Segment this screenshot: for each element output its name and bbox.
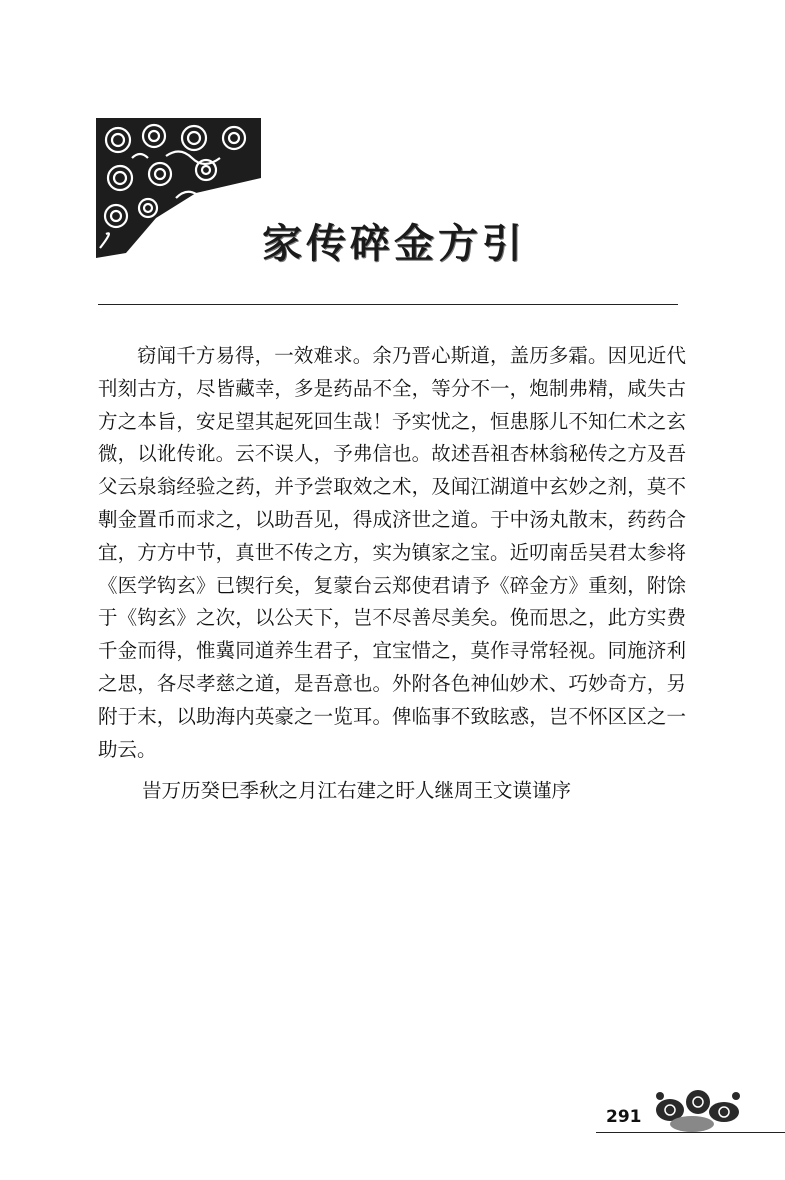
page-number: 291 <box>606 1107 642 1127</box>
preface-paragraph: 窃闻千方易得，一效难求。余乃晋心斯道，盖历多霜。因见近代刊刻古方，尽皆藏幸，多是药品不全，等分不一，炮制弗精，咸失古方之本旨，安足望其起死回生哉！予实忧之，恒患豚儿不知仁术之玄微，以讹传讹。云不误人，予弗信也。故述吾祖杏林翁秘传之方及吾父云泉翁经验之药，并予尝取效之术，及闻江湖道中玄妙之剂，莫不剸金置币而求之，以助吾见，得成济世之道。于中汤丸散末，药药合宜，方方中节，真世不传之方，实为镇家之宝。近叨南岳吴君太参将《医学钩玄》已锲行矣，复蒙台云郑使君请予《碎金方》重刻，附馀于《钩玄》之次，以公天下，岂不尽善尽美矣。俛而思之，此方实费千金而得，惟冀同道养生君子，宜宝惜之，莫作寻常轻视。同施济利之思，各尽孝慈之道，是吾意也。外附各色神仙妙术、巧妙奇方，另附于末，以助海内英豪之一览耳。俾临事不致眩惑，岂不怀区区之一助云。 <box>98 344 686 761</box>
page-title: 家传碎金方引 <box>262 220 526 267</box>
header-divider <box>98 304 678 305</box>
cloud-scroll-ornament-icon <box>96 118 261 258</box>
body-text <box>98 340 686 766</box>
preface-signature: 旹万历癸巳季秋之月江右建之盱人继周王文谟谨序 <box>142 779 572 802</box>
footer-divider <box>596 1132 785 1133</box>
